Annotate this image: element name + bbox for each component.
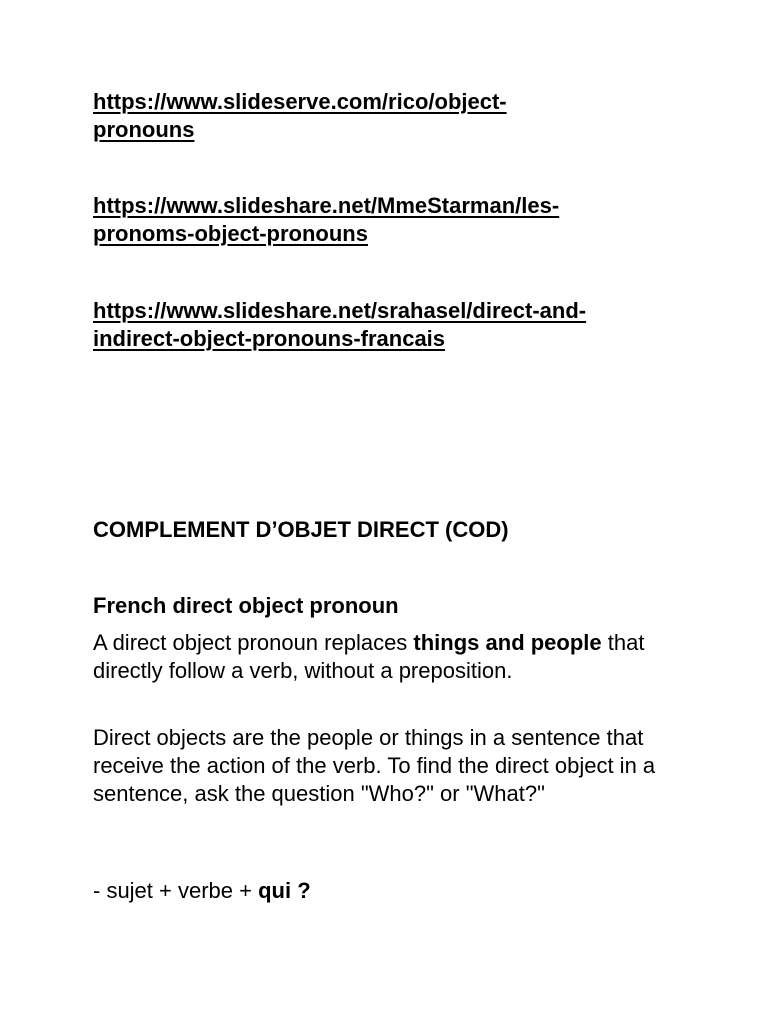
link-slideshare-direct-indirect[interactable]	[93, 297, 693, 353]
link-slideserve-object-pronouns[interactable]	[93, 88, 693, 144]
link-line: https://www.slideshare.net/MmeStarman/les-	[93, 193, 560, 218]
formula-text: - sujet + verbe +	[93, 878, 259, 903]
formula-bold-text: qui ?	[258, 878, 311, 903]
paragraph-direct-objects: Direct objects are the people or things in a sentence that receive the action of the verb. To find the direct object in a sentence, ask the question "Who?" or "What?"	[93, 725, 656, 806]
link-line: pronouns	[93, 117, 195, 142]
link-line: https://www.slideshare.net/srahasel/direct-and-	[93, 298, 587, 323]
link-line: pronoms-object-pronouns	[93, 221, 368, 246]
paragraph-bold-text: things and people	[413, 630, 602, 655]
link-line: indirect-object-pronouns-francais	[93, 326, 446, 351]
paragraph-text: that directly follow a verb, without a preposition.	[93, 630, 645, 683]
subtitle: French direct object pronoun	[93, 593, 399, 618]
paragraph-definition	[93, 629, 693, 685]
formula-line	[93, 877, 693, 905]
link-slideshare-les-pronoms[interactable]	[93, 192, 693, 248]
section-title: COMPLEMENT D’OBJET DIRECT (COD)	[93, 517, 509, 542]
paragraph-text: A direct object pronoun replaces	[93, 630, 414, 655]
link-line: https://www.slideserve.com/rico/object-	[93, 89, 507, 114]
